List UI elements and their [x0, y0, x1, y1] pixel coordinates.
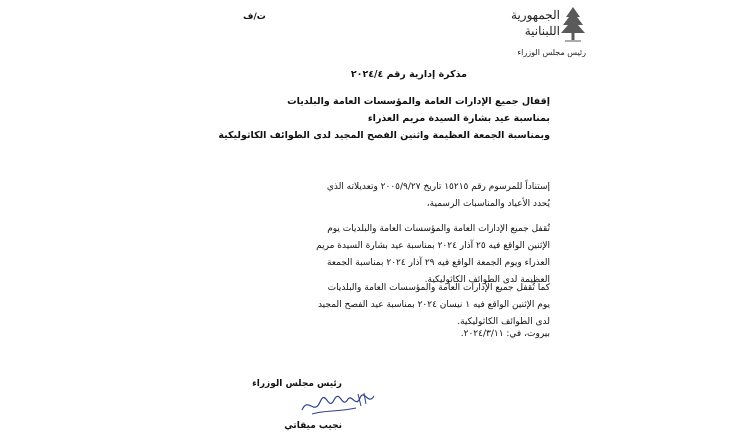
office-caption: رئيس مجلس الوزراء: [517, 48, 586, 57]
memo-subject-line: وبمناسبة الجمعة العظيمة واثنين الفصح المجيد لدى الطوائف الكاثوليكية: [218, 130, 550, 141]
cedar-emblem-icon: [560, 4, 586, 44]
memo-number: مذكرة إدارية رقم ٢٠٢٤/٤: [350, 69, 467, 80]
body-paragraph: كما تُقفل جميع الإدارات العامة والمؤسسات العامة والبلديات يوم الإثنين الواقع فيه ١ نيسان ٢٠٢٤ بمناسبة عيد الفصح المجيد لدى الطوائف الكاثوليكية.: [317, 283, 550, 327]
body-paragraph: تُقفل جميع الإدارات العامة والمؤسسات العامة والبلديات يوم الإثنين الواقع فيه ٢٥ آذار ٢٠٢٤ بمناسبة عيد بشارة السيدة مريم العذراء ويوم الجمعة الواقع فيه ٢٩ آذار ٢٠٢٤ بمناسبة الجمعة العظيمة لدى الطوائف الكاثوليكية.: [316, 224, 550, 285]
reference-label: ت/ف: [243, 12, 266, 22]
signatory-name: نجيب ميقاتي: [284, 421, 342, 431]
memo-subject-line: إقفال جميع الإدارات العامة والمؤسسات العامة والبلديات: [287, 96, 550, 107]
date-line: بيروت، في: ٢٠٢٤/٣/١١.: [460, 329, 550, 339]
republic-line-2: اللبنانية: [524, 24, 560, 38]
republic-line-1: الجمهورية: [511, 8, 560, 22]
signatory-title: رئيس مجلس الوزراء: [252, 379, 342, 389]
memo-subject-line: بمناسبة عيد بشارة السيدة مريم العذراء: [367, 113, 550, 124]
letterhead-logo: [508, 2, 586, 62]
handwritten-signature: [298, 390, 376, 418]
body-paragraph: إستناداً للمرسوم رقم ١٥٢١٥ تاريخ ٢٠٠٥/٩/٢٧ وتعديلاته الذي يُحدد الأعياد والمناسبات الرسمية،: [326, 182, 550, 209]
